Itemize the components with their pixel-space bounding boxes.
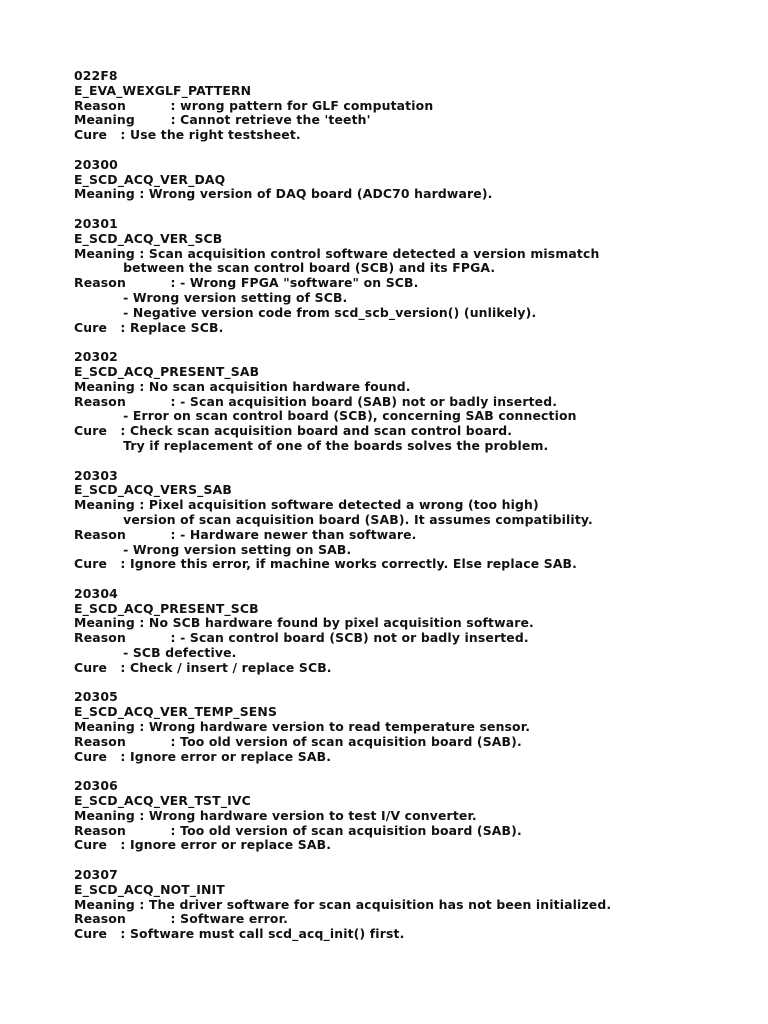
cure-line: Cure : Ignore this error, if machine works correctly. Else replace SAB. [74, 556, 578, 572]
reason-line: Reason : Software error. [74, 911, 288, 927]
cure-line: Cure : Ignore error or replace SAB. [74, 837, 332, 853]
meaning-line: Meaning : No scan acquisition hardware found. [74, 378, 411, 394]
meaning-line: Meaning : Wrong hardware version to test I/V converter. [74, 807, 477, 823]
error-name: E_SCD_ACQ_VER_DAQ [74, 171, 226, 187]
error-entry-20304 [74, 587, 754, 676]
error-code: 20303 [74, 467, 118, 483]
error-name: E_SCD_ACQ_VER_TEMP_SENS [74, 704, 278, 720]
error-code-document [74, 69, 754, 957]
error-entry-20305 [74, 690, 754, 764]
error-entry-20301 [74, 217, 754, 335]
error-code: 20301 [74, 215, 118, 231]
error-code: 20305 [74, 689, 118, 705]
cure-line: Cure : Check / insert / replace SCB. [74, 659, 332, 675]
error-entry-022f8 [74, 69, 754, 143]
meaning-line: Meaning : Wrong version of DAQ board (ADC70 hardware). [74, 186, 493, 202]
cure-line: Cure : Software must call scd_acq_init() first. [74, 926, 405, 942]
meaning-line: Meaning : The driver software for scan acquisition has not been initialized. [74, 896, 612, 912]
error-name: E_SCD_ACQ_NOT_INIT [74, 881, 225, 897]
meaning-line: Meaning : Wrong hardware version to read temperature sensor. [74, 719, 531, 735]
reason-line: Reason : - Scan control board (SCB) not or badly inserted. [74, 630, 529, 646]
reason-continuation: - Negative version code from scd_scb_version() (unlikely). [74, 304, 537, 320]
error-code: 022F8 [74, 68, 118, 83]
reason-line: Reason : - Scan acquisition board (SAB) not or badly inserted. [74, 393, 558, 409]
cure-line: Cure : Ignore error or replace SAB. [74, 748, 332, 764]
error-name: E_SCD_ACQ_VER_TST_IVC [74, 793, 251, 809]
error-name: E_EVA_WEXGLF_PATTERN [74, 82, 252, 98]
meaning-line: Meaning : Pixel acquisition software detected a wrong (too high) [74, 497, 539, 513]
cure-continuation: Try if replacement of one of the boards solves the problem. [74, 437, 549, 453]
reason-continuation: - Error on scan control board (SCB), concerning SAB connection [74, 408, 577, 424]
error-entry-20302 [74, 350, 754, 454]
reason-continuation: - SCB defective. [74, 645, 237, 661]
reason-continuation: - Wrong version setting of SCB. [74, 289, 348, 305]
meaning-line: Meaning : No SCB hardware found by pixel acquisition software. [74, 615, 534, 631]
reason-line: Reason : Too old version of scan acquisition board (SAB). [74, 822, 522, 838]
error-code: 20306 [74, 778, 118, 794]
meaning-continuation: between the scan control board (SCB) and its FPGA. [74, 260, 496, 276]
error-entry-20307 [74, 868, 754, 942]
meaning-continuation: version of scan acquisition board (SAB). It assumes compatibility. [74, 511, 593, 527]
reason-line: Reason : Too old version of scan acquisition board (SAB). [74, 733, 522, 749]
cure-line: Cure : Use the right testsheet. [74, 127, 301, 143]
reason-line: Reason : - Hardware newer than software. [74, 526, 417, 542]
reason-line: Reason : wrong pattern for GLF computation [74, 97, 434, 113]
error-name: E_SCD_ACQ_PRESENT_SAB [74, 363, 260, 379]
error-code: 20300 [74, 156, 118, 172]
cure-line: Cure : Replace SCB. [74, 319, 224, 335]
reason-line: Reason : - Wrong FPGA "software" on SCB. [74, 275, 419, 291]
error-code: 20302 [74, 349, 118, 365]
cure-line: Cure : Check scan acquisition board and scan control board. [74, 423, 513, 439]
error-entry-20306 [74, 779, 754, 853]
meaning-line: Meaning : Cannot retrieve the 'teeth' [74, 112, 371, 128]
error-entry-20300 [74, 158, 754, 202]
error-code: 20304 [74, 585, 118, 601]
error-entry-20303 [74, 469, 754, 573]
reason-continuation: - Wrong version setting on SAB. [74, 541, 352, 557]
error-name: E_SCD_ACQ_PRESENT_SCB [74, 600, 259, 616]
error-name: E_SCD_ACQ_VER_SCB [74, 230, 223, 246]
error-name: E_SCD_ACQ_VERS_SAB [74, 482, 232, 498]
meaning-line: Meaning : Scan acquisition control software detected a version mismatch [74, 245, 600, 261]
error-code: 20307 [74, 867, 118, 883]
